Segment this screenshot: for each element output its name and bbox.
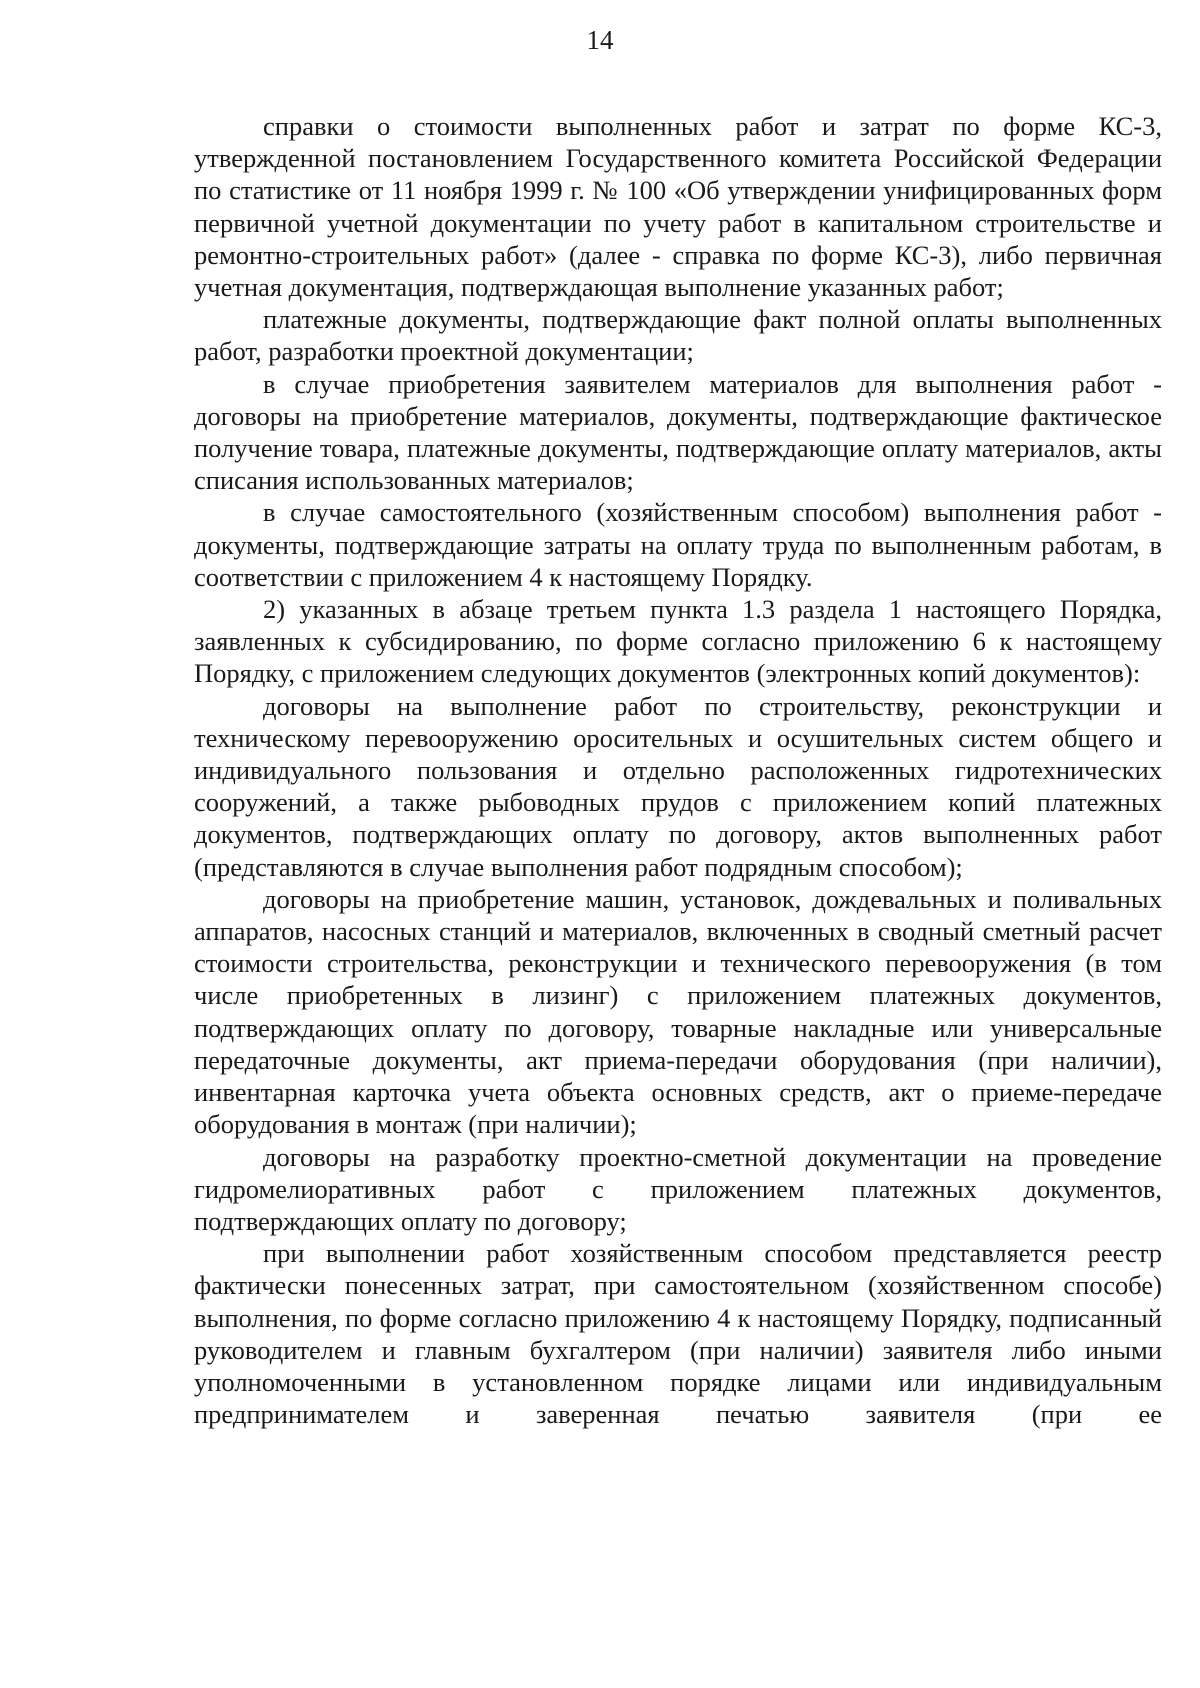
paragraph-equipment-contracts: договоры на приобретение машин, установок, дождевальных и поливальных аппаратов, насосных станций и материалов, включенных в сводный сметный расчет стоимости строительства, реконструкции и технического перевооружения (в том числе приобретенных в лизинг) с приложением платежных документов, подтверждающих оплату по договору, товарные накладные или универсальные передаточные документы, акт приема-передачи оборудования (при наличии), инвентарная карточка учета объекта основных средств, акт о приеме-передаче оборудования в монтаж (при наличии); <box>194 883 1162 1140</box>
paragraph-design-contracts: договоры на разработку проектно-сметной документации на проведение гидромелиоративных работ с приложением платежных документов, подтверждающих оплату по договору; <box>194 1141 1162 1236</box>
paragraph-self-performed-works: в случае самостоятельного (хозяйственным способом) выполнения работ - документы, подтверждающие затраты на оплату труда по выполненным работам, в соответствии с приложением 4 к настоящему Порядку. <box>194 497 1162 592</box>
paragraph-payment-documents: платежные документы, подтверждающие факт полной оплаты выполненных работ, разработки проектной документации; <box>194 304 1162 367</box>
paragraph-item-2: 2) указанных в абзаце третьем пункта 1.3 раздела 1 настоящего Порядка, заявленных к субсидированию, по форме согласно приложению 6 к настоящему Порядку, с приложением следующих документов (электронных копий документов): <box>194 594 1162 689</box>
paragraph-construction-contracts: договоры на выполнение работ по строительству, реконструкции и техническому перевооружению оросительных и осушительных систем общего и индивидуального пользования и отдельно расположенных гидротехнических сооружений, а также рыбоводных прудов с приложением копий платежных документов, подтверждающих оплату по договору, актов выполненных работ (представляются в случае выполнения работ подрядным способом); <box>194 690 1162 882</box>
paragraph-materials-purchase: в случае приобретения заявителем материалов для выполнения работ - договоры на приобретение материалов, документы, подтверждающие фактическое получение товара, платежные документы, подтверждающие оплату материалов, акты списания использованных материалов; <box>194 368 1162 496</box>
paragraph-ks3-certificate: справки о стоимости выполненных работ и затрат по форме КС-3, утвержденной постановлением Государственного комитета Российской Федерации по статистике от 11 ноября 1999 г. № 100 «Об утверждении унифицированных форм первичной учетной документации по учету работ в капитальном строительстве и ремонтно-строительных работ» (далее - справка по форме КС-3), либо первичная учетная документация, подтверждающая выполнение указанных работ; <box>194 111 1162 303</box>
paragraph-expense-register: при выполнении работ хозяйственным способом представляется реестр фактически понесенных затрат, при самостоятельном (хозяйственном способе) выполнения, по форме согласно приложению 4 к настоящему Порядку, подписанный руководителем и главным бухгалтером (при наличии) заявителя либо иными уполномоченными в установленном порядке лицами или индивидуальным предпринимателем и заверенная печатью заявителя (при ее <box>194 1238 1162 1430</box>
page-number: 14 <box>586 25 614 55</box>
document-body <box>194 110 1162 1430</box>
